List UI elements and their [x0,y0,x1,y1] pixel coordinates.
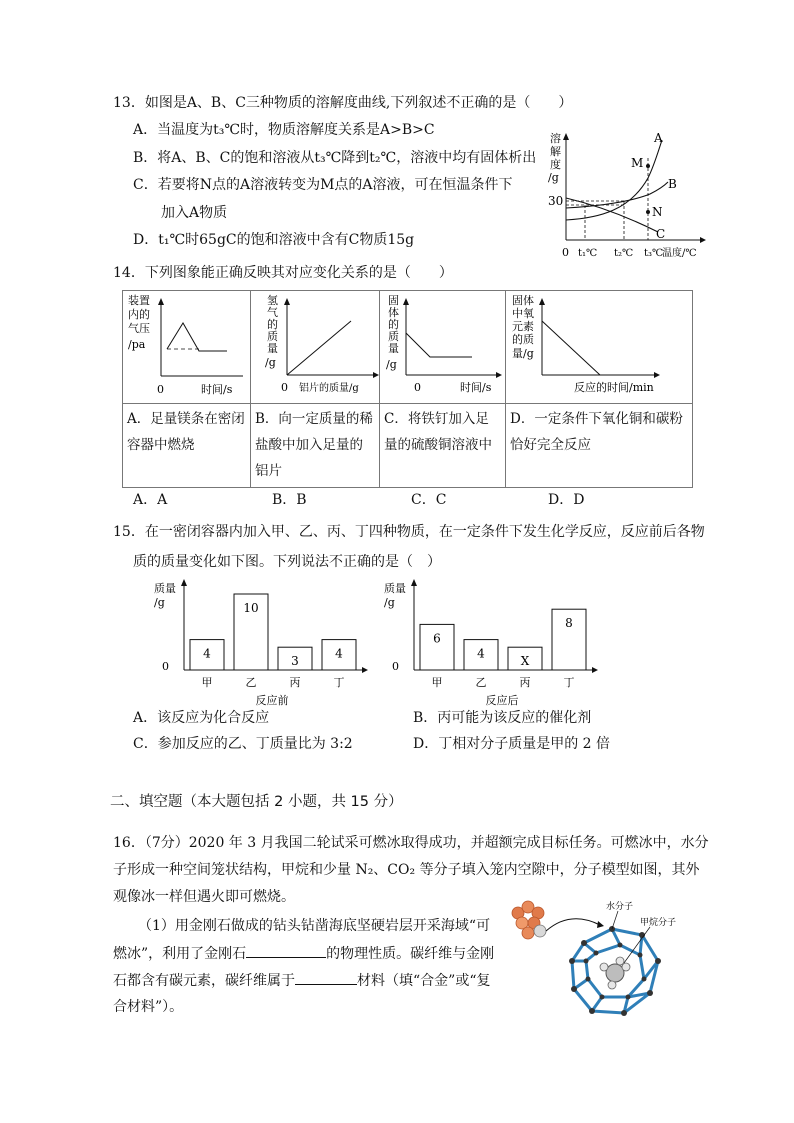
q13-y-tick: 30 [548,194,564,208]
svg-text:的: 的 [388,318,399,331]
chart-after-y-arrow [411,579,417,586]
svg-text:时间/s: 时间/s [201,383,233,396]
svg-text:质: 质 [388,330,399,343]
q16-blank-1[interactable] [246,943,326,958]
q13-ylabel-4: /g [548,171,559,184]
section-2-heading: 二、填空题（本大题包括 2 小题，共 15 分） [110,794,403,810]
q13-curve-a-label: A [654,131,663,145]
chart-before-category-label: 丙 [289,676,301,689]
chart-before-value-label: 4 [203,646,211,661]
q14-graph-b-cell [251,291,380,404]
q14-graph-c [380,291,505,399]
svg-text:氢: 氢 [267,294,278,307]
svg-text:的质: 的质 [512,333,534,346]
q16-blank-2[interactable] [295,970,357,985]
chart-after-category-label: 丁 [563,676,575,689]
q14-graph-a-cell [123,291,251,404]
q13-point-n: N [652,205,663,219]
chart-after-value-label: 6 [433,631,441,646]
chart-before-origin: 0 [162,660,169,673]
q14-graph-d [506,291,692,399]
chart-before-value-label: 3 [291,654,299,669]
q16-p1-a: （1）用金刚石做成的钻头钻凿海底坚硬岩层开采海域“可 [138,918,491,934]
q15-option-d: D．丁相对分子质量是甲的 2 倍 [413,736,611,752]
q13-curve-b-label: B [668,177,677,191]
q13-stem: 13．如图是A、B、C三种物质的溶解度曲线,下列叙述不正确的是（ ） [113,95,573,111]
svg-text:体: 体 [388,306,399,319]
q13-x-tick-t2: t₂℃ [614,248,634,259]
orange-cluster-icon [512,901,546,939]
svg-text:0: 0 [157,383,164,396]
chart-after-ylabel: /g [384,596,395,609]
chart-before-x-arrow [362,667,368,673]
q16-p1-d: 合材料”）。 [113,999,184,1015]
q13-x-tick-t3: t₃℃ [644,248,664,259]
svg-text:的: 的 [267,318,278,331]
q15-option-b: B．丙可能为该反应的催化剂 [413,710,592,726]
chart-before-value-label: 4 [335,646,343,661]
q13-solubility-graph [540,128,710,268]
q13-ylabel-2: 解 [550,145,561,158]
chart-before-y-arrow [181,579,187,586]
q13-option-a: A．当温度为t₃℃时，物质溶解度关系是A>B>C [133,122,435,138]
svg-text:反应的时间/min: 反应的时间/min [574,381,654,394]
chart-after-title: 反应后 [485,694,519,707]
q16-p1-b: 燃冰”，利用了金刚石 的物理性质。碳纤维与金刚 [113,943,494,964]
q14-caption-d: D．一定条件下氧化铜和碳粉恰好完全反应 [506,404,693,488]
svg-text:元素: 元素 [512,320,534,333]
q14-choice-a: A．A [133,492,168,508]
chart-after-x-arrow [592,667,598,673]
chart-before-category-label: 甲 [201,676,213,689]
chart-after-category-label: 甲 [431,676,443,689]
chart-after-category-label: 丙 [519,676,531,689]
svg-text:气压: 气压 [128,322,150,335]
chart-after-origin: 0 [392,660,399,673]
q13-curve-c-label: C [656,227,666,241]
q14-stem: 14．下列图象能正确反映其对应变化关系的是（ ） [113,265,453,281]
q14-choice-b: B．B [272,492,307,508]
svg-text:/g: /g [386,358,397,371]
chart-before-category-label: 乙 [245,676,257,689]
q13-option-b: B．将A、B、C的饱和溶液从t₃℃降到t₂℃，溶液中均有固体析出 [133,150,537,166]
q14-graph-a [123,291,250,399]
q15-option-a: A．该反应为化合反应 [133,710,270,726]
q14-caption-c: C．将铁钉加入足量的硫酸铜溶液中 [380,404,506,488]
svg-text:/g: /g [265,356,276,369]
q16-line-3: 观像冰一样但遇火即可燃烧。 [113,889,295,905]
q13-option-c-cont: 加入A物质 [161,205,228,221]
q14-caption-b: B．向一定质量的稀盐酸中加入足量的铝片 [251,404,380,488]
chart-after-value-label: 8 [565,616,573,631]
q13-ylabel-3: 度 [550,158,561,171]
chart-after-category-label: 乙 [475,676,487,689]
chart-after-ylabel: 质量 [384,582,406,595]
svg-text:固体: 固体 [512,294,534,307]
q14-choice-c: C．C [411,492,447,508]
svg-text:装置: 装置 [128,294,150,307]
q15-chart-before [150,578,370,708]
svg-text:量: 量 [388,342,399,355]
q13-xlabel: 温度/℃ [662,248,697,259]
q14-option-table [122,290,693,488]
q15-chart-after [380,578,600,708]
q16-line-2: 子形成一种空间笼状结构，甲烷和少量 N₂、CO₂ 等分子填入笼内空隙中，分子模型如图，其外 [113,862,700,878]
chart-before-ylabel: /g [154,596,165,609]
chart-before-ylabel: 质量 [154,582,176,595]
svg-text:0: 0 [414,381,421,394]
q14-graph-b [251,291,379,399]
methane-molecule-label: 甲烷分子 [640,918,677,928]
svg-text:铝片的质量/g: 铝片的质量/g [299,383,359,394]
q13-origin: 0 [562,246,569,259]
svg-text:气: 气 [267,306,278,319]
svg-text:内的: 内的 [128,308,150,321]
svg-text:0: 0 [281,381,288,394]
svg-text:固: 固 [388,294,399,307]
q14-caption-a: A．足量镁条在密闭容器中燃烧 [123,404,251,488]
chart-before-category-label: 丁 [333,676,345,689]
svg-text:量: 量 [267,342,278,355]
chart-before-title: 反应前 [255,694,289,707]
q13-x-tick-t1: t₁℃ [578,248,598,259]
q14-graph-c-cell [380,291,506,404]
q15-option-c: C．参加反应的乙、丁质量比为 3:2 [133,736,353,752]
svg-text:量/g: 量/g [512,347,534,360]
svg-text:质: 质 [267,330,278,343]
chart-after-value-label: X [520,654,530,669]
chart-before-value-label: 10 [243,601,259,615]
q14-choice-d: D．D [548,492,585,508]
q15-stem-1: 15．在一密闭容器内加入甲、乙、丙、丁四种物质，在一定条件下发生化学反应，反应前后各物 [113,524,705,540]
chart-after-value-label: 4 [477,646,485,661]
water-molecule-label: 水分子 [606,902,634,912]
svg-text:/pa: /pa [128,338,146,351]
svg-text:时间/s: 时间/s [460,381,492,394]
svg-text:中氧: 中氧 [512,307,534,320]
methane-hydrate-cage-figure [500,895,700,1025]
q13-option-c: C．若要将N点的A溶液转变为M点的A溶液，可在恒温条件下 [133,177,513,193]
q13-point-m: M [631,156,644,170]
q16-p1-c: 石都含有碳元素，碳纤维属于 材料（填“合金”或“复 [113,970,490,991]
q14-graph-d-cell [506,291,693,404]
q13-ylabel-1: 溶 [550,132,561,145]
q13-option-d: D．t₁℃时65gC的饱和溶液中含有C物质15g [133,232,415,248]
q15-stem-2: 质的质量变化如下图。下列说法不正确的是（ ） [133,554,441,570]
q16-line-1: 16．（7分）2020 年 3 月我国二轮试采可燃冰取得成功，并超额完成目标任务。可燃冰中，水分 [113,835,709,851]
